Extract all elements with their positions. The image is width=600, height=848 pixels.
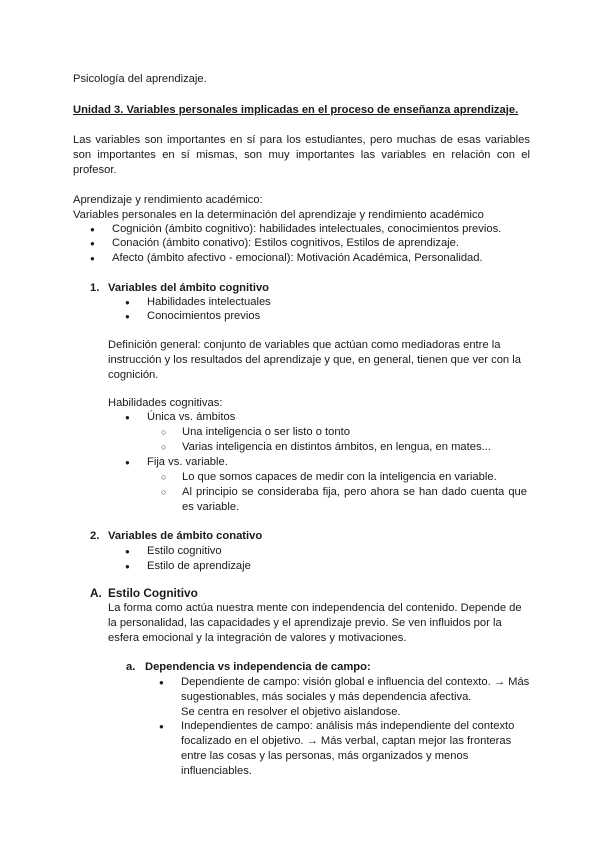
- habilidad-subitem-cont: es variable.: [182, 501, 240, 513]
- sectionA-title: Estilo Cognitivo: [108, 586, 198, 600]
- habilidad-item: ● Fija vs. variable.: [147, 455, 228, 470]
- sectionA-text: la personalidad, las capacidades y el aprendizaje previo. Se ven influidos por la: [108, 617, 502, 629]
- section0-bullet: ● Afecto (ámbito afectivo - emocional): Motivación Académica, Personalidad.: [112, 251, 483, 266]
- campo-bullet: ● Independientes de campo: análisis más independiente del contexto: [181, 719, 514, 734]
- section0-subtitle: Variables personales en la determinación del aprendizaje y rendimiento académico: [73, 209, 484, 221]
- section2-bullet: ● Estilo cognitivo: [147, 544, 222, 559]
- unit-title: Unidad 3. Variables personales implicadas en el proceso de enseñanza aprendizaje.: [73, 104, 519, 116]
- definition-line: instrucción y los resultados del aprendizaje y que, en general, tienen que ver con la: [108, 354, 521, 366]
- campo-bullet: ● Dependiente de campo: visión global e influencia del contexto. → Más: [181, 675, 529, 690]
- definition-line: cognición.: [108, 369, 159, 381]
- subsection-letter: a.: [126, 661, 136, 673]
- subsection-title: Dependencia vs independencia de campo:: [145, 661, 371, 673]
- section0-bullet: ● Cognición (ámbito cognitivo): habilidades intelectuales, conocimientos previos.: [112, 222, 501, 237]
- section2-title: Variables de ámbito conativo: [108, 530, 263, 542]
- campo-line: influenciables.: [181, 765, 252, 777]
- section1-bullet: ● Conocimientos previos: [147, 309, 260, 324]
- habilidades-title: Habilidades cognitivas:: [108, 397, 223, 409]
- habilidad-subitem: ○ Lo que somos capaces de medir con la inteligencia en variable.: [182, 470, 497, 485]
- habilidad-subitem: ○ Al principio se consideraba fija, pero ahora se han dado cuenta que: [182, 485, 527, 500]
- section2-number: 2.: [90, 530, 100, 542]
- habilidad-subitem: ○ Varias inteligencia en distintos ámbitos, en lengua, en mates...: [182, 440, 491, 455]
- intro-line: Las variables son importantes en sí para los estudiantes, pero muchas de esas variables: [73, 134, 530, 146]
- section0-title: Aprendizaje y rendimiento académico:: [73, 194, 263, 206]
- intro-line: son importantes en sí mismas, son muy importantes las variables en relación con el: [73, 149, 530, 161]
- campo-line: entre las cosas y las personas, más organizados y menos: [181, 750, 469, 762]
- course-title: Psicología del aprendizaje.: [73, 73, 207, 85]
- sectionA-letter: A.: [90, 586, 102, 600]
- sectionA-text: La forma como actúa nuestra mente con independencia del contenido. Depende de: [108, 602, 522, 614]
- intro-line: profesor.: [73, 164, 117, 176]
- campo-line: focalizado en el objetivo. → Más verbal, captan mejor las fronteras: [181, 735, 512, 747]
- section2-bullet: ● Estilo de aprendizaje: [147, 559, 251, 574]
- habilidad-subitem: ○ Una inteligencia o ser listo o tonto: [182, 425, 350, 440]
- habilidad-item: ● Única vs. ámbitos: [147, 410, 235, 425]
- sectionA-text: esfera emocional y la integración de valores y motivaciones.: [108, 632, 407, 644]
- section1-number: 1.: [90, 282, 100, 294]
- definition-line: Definición general: conjunto de variables que actúan como mediadoras entre la: [108, 339, 501, 351]
- section1-title: Variables del ámbito cognitivo: [108, 282, 270, 294]
- section1-bullet: ● Habilidades intelectuales: [147, 295, 271, 310]
- section0-bullet: ● Conación (ámbito conativo): Estilos cognitivos, Estilos de aprendizaje.: [112, 236, 459, 251]
- campo-line: sugestionables, más sociales y más dependencia afectiva.: [181, 691, 472, 703]
- campo-line: Se centra en resolver el objetivo aislandose.: [181, 706, 401, 718]
